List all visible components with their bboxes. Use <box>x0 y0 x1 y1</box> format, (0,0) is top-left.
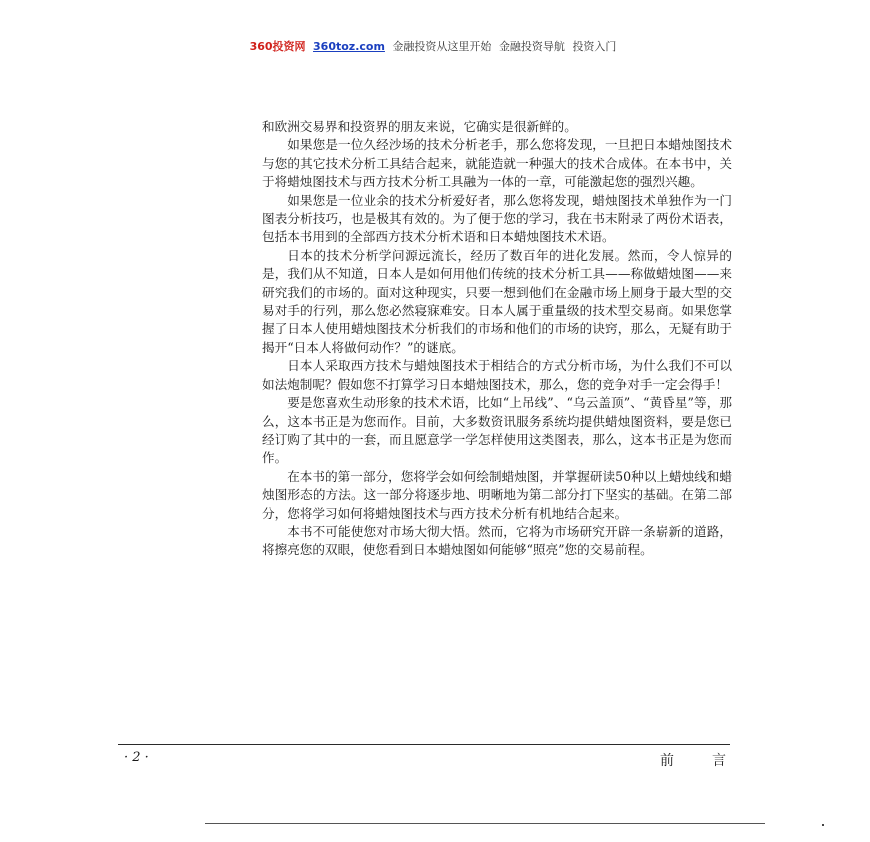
scan-speck <box>822 824 824 826</box>
bottom-divider <box>205 823 765 824</box>
paragraph: 如果您是一位业余的技术分析爱好者，那么您将发现，蜡烛图技术单独作为一门图表分析技巧，也是极其有效的。为了便于您的学习，我在书末附录了两份术语表，包括本书用到的全部西方技术分析术语和日本蜡烛图技术术语。 <box>262 192 732 245</box>
header-link-nav[interactable]: 金融投资导航 <box>498 40 565 53</box>
header-link-start[interactable]: 金融投资从这里开始 <box>392 40 492 53</box>
section-title: 前言 <box>660 753 764 769</box>
site-link[interactable]: 360toz.com <box>313 40 385 53</box>
paragraph: 要是您喜欢生动形象的技术术语，比如“上吊线”、“乌云盖顶”、“黄昏星”等，那么，这本书正是为您而作。目前，大多数资讯服务系统均提供蜡烛图资料，要是您已经订购了其中的一套，而且愿意学一学怎样使用这类图表，那么，这本书正是为您而作。 <box>262 395 732 466</box>
paragraph: 和欧洲交易界和投资界的朋友来说，它确实是很新鲜的。 <box>262 119 577 134</box>
header-link-intro[interactable]: 投资入门 <box>572 40 617 53</box>
page-number: · 2 · <box>124 750 149 765</box>
paragraph: 日本的技术分析学问源远流长，经历了数百年的进化发展。然而，令人惊异的是，我们从不知道，日本人是如何用他们传统的技术分析工具——称做蜡烛图——来研究我们的市场的。面对这种现实，只要一想到他们在金融市场上厕身于最大型的交易对手的行列，那么您必然寝寐难安。日本人属于重量级的技术型交易商。如果您掌握了日本人使用蜡烛图技术分析我们的市场和他们的市场的诀窍，那么，无疑有助于揭开“日本人将做何动作？”的谜底。 <box>262 247 732 355</box>
paragraph: 本书不可能使您对市场大彻大悟。然而，它将为市场研究开辟一条崭新的道路，将擦亮您的双眼，使您看到日本蜡烛图如何能够“照亮”您的交易前程。 <box>262 523 732 558</box>
site-header <box>0 38 870 54</box>
paragraph: 在本书的第一部分，您将学会如何绘制蜡烛图，并掌握研读50种以上蜡烛线和蜡烛图形态的方法。这一部分将逐步地、明晰地为第二部分打下坚实的基础。在第二部分，您将学习如何将蜡烛图技术与西方技术分析有机地结合起来。 <box>262 468 732 521</box>
paragraph: 如果您是一位久经沙场的技术分析老手，那么您将发现，一旦把日本蜡烛图技术与您的其它技术分析工具结合起来，就能造就一种强大的技术合成体。在本书中，关于将蜡烛图技术与西方技术分析工具融为一体的一章，可能激起您的强烈兴趣。 <box>262 137 732 190</box>
paragraph: 日本人采取西方技术与蜡烛图技术于相结合的方式分析市场，为什么我们不可以如法炮制呢？假如您不打算学习日本蜡烛图技术，那么，您的竞争对手一定会得手！ <box>262 358 732 392</box>
brand-name[interactable]: 360投资网 <box>249 40 306 53</box>
page-body <box>262 118 732 560</box>
footer-divider <box>118 744 730 745</box>
